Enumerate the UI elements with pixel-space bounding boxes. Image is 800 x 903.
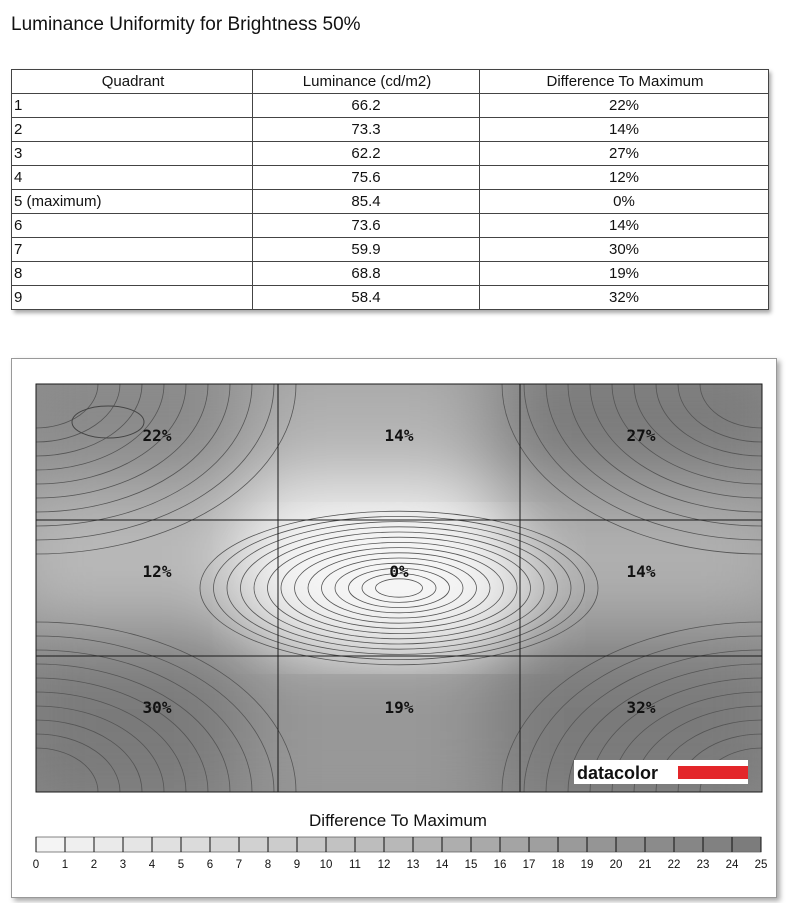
cell-luminance: 73.3 xyxy=(253,118,480,142)
colorbar-segment xyxy=(442,837,471,852)
cell-quadrant: 2 xyxy=(12,118,253,142)
table-row xyxy=(12,286,769,310)
table-row xyxy=(12,190,769,214)
cell-quadrant: 1 xyxy=(12,94,253,118)
quadrant-label: 12% xyxy=(142,562,172,582)
quadrant-label: 14% xyxy=(626,562,656,582)
cell-quadrant: 4 xyxy=(12,166,253,190)
header-quadrant: Quadrant xyxy=(12,70,253,94)
quadrant-label: 32% xyxy=(626,698,656,718)
table-row xyxy=(12,214,769,238)
colorbar-segment xyxy=(210,837,239,852)
cell-luminance: 58.4 xyxy=(253,286,480,310)
cell-difference: 12% xyxy=(480,166,769,190)
colorbar-segment xyxy=(645,837,674,852)
colorbar-tick-label: 8 xyxy=(264,859,272,871)
colorbar-tick-label: 14 xyxy=(435,859,449,871)
quadrant-label: 22% xyxy=(142,426,172,446)
header-luminance: Luminance (cd/m2) xyxy=(253,70,480,94)
colorbar-segment xyxy=(36,837,65,852)
cell-difference: 22% xyxy=(480,94,769,118)
colorbar-segment xyxy=(500,837,529,852)
colorbar-segment xyxy=(529,837,558,852)
colorbar-tick-label: 5 xyxy=(177,859,185,871)
colorbar-tick-label: 1 xyxy=(61,859,69,871)
colorbar-segment xyxy=(94,837,123,852)
table-row xyxy=(12,94,769,118)
table-row xyxy=(12,238,769,262)
colorbar-segment xyxy=(384,837,413,852)
colorbar-tick-label: 7 xyxy=(235,859,243,871)
colorbar-segment xyxy=(355,837,384,852)
cell-difference: 19% xyxy=(480,262,769,286)
quadrant-label: 0% xyxy=(389,562,409,582)
colorbar-tick-label: 24 xyxy=(725,859,739,871)
colorbar-tick-label: 19 xyxy=(580,859,594,871)
colorbar-tick-label: 13 xyxy=(406,859,420,871)
table-header-row xyxy=(12,70,769,94)
colorbar-tick-label: 20 xyxy=(609,859,623,871)
colorbar-title: Difference To Maximum xyxy=(309,811,487,830)
colorbar-segment xyxy=(558,837,587,852)
cell-quadrant: 8 xyxy=(12,262,253,286)
uniformity-table-container xyxy=(11,69,768,310)
colorbar-segment xyxy=(471,837,500,852)
cell-luminance: 66.2 xyxy=(253,94,480,118)
colorbar-segment xyxy=(123,837,152,852)
cell-difference: 30% xyxy=(480,238,769,262)
logo-wordmark: datacolor xyxy=(577,763,659,783)
colorbar-segment xyxy=(326,837,355,852)
colorbar-tick-label: 2 xyxy=(90,859,98,871)
cell-quadrant: 3 xyxy=(12,142,253,166)
colorbar-segment xyxy=(413,837,442,852)
cell-luminance: 68.8 xyxy=(253,262,480,286)
table-row xyxy=(12,118,769,142)
cell-difference: 0% xyxy=(480,190,769,214)
cell-quadrant: 5 (maximum) xyxy=(12,190,253,214)
logo-red-bar xyxy=(678,766,748,779)
colorbar-tick-label: 11 xyxy=(349,859,361,871)
datacolor-logo xyxy=(574,760,748,784)
colorbar-segment xyxy=(616,837,645,852)
uniformity-table xyxy=(11,69,769,310)
colorbar-tick-label: 17 xyxy=(522,859,536,871)
cell-difference: 32% xyxy=(480,286,769,310)
table-row xyxy=(12,166,769,190)
cell-luminance: 85.4 xyxy=(253,190,480,214)
heatmap-cell xyxy=(490,626,776,822)
colorbar-segment xyxy=(65,837,94,852)
colorbar-segment xyxy=(297,837,326,852)
colorbar-tick-label: 18 xyxy=(551,859,565,871)
colorbar-tick-label: 12 xyxy=(377,859,391,871)
colorbar-tick-label: 6 xyxy=(206,859,214,871)
cell-difference: 27% xyxy=(480,142,769,166)
uniformity-heatmap xyxy=(12,359,776,897)
quadrant-label: 19% xyxy=(384,698,414,718)
table-row xyxy=(12,142,769,166)
cell-quadrant: 7 xyxy=(12,238,253,262)
page-title: Luminance Uniformity for Brightness 50% xyxy=(11,14,361,35)
colorbar-segment xyxy=(674,837,703,852)
colorbar-tick-label: 25 xyxy=(754,859,768,871)
cell-luminance: 73.6 xyxy=(253,214,480,238)
cell-luminance: 59.9 xyxy=(253,238,480,262)
colorbar-tick-label: 15 xyxy=(464,859,478,871)
colorbar-segment xyxy=(268,837,297,852)
colorbar xyxy=(33,811,768,871)
colorbar-tick-label: 3 xyxy=(119,859,127,871)
cell-quadrant: 6 xyxy=(12,214,253,238)
quadrant-label: 27% xyxy=(626,426,656,446)
colorbar-segment xyxy=(587,837,616,852)
colorbar-segment xyxy=(152,837,181,852)
colorbar-tick-label: 10 xyxy=(319,859,333,871)
cell-luminance: 75.6 xyxy=(253,166,480,190)
cell-difference: 14% xyxy=(480,214,769,238)
colorbar-segment xyxy=(239,837,268,852)
colorbar-segment xyxy=(732,837,761,852)
quadrant-label: 14% xyxy=(384,426,414,446)
colorbar-tick-label: 22 xyxy=(667,859,681,871)
table-row xyxy=(12,262,769,286)
colorbar-tick-label: 21 xyxy=(638,859,652,871)
header-difference: Difference To Maximum xyxy=(480,70,769,94)
colorbar-segment xyxy=(703,837,732,852)
colorbar-tick-label: 9 xyxy=(293,859,301,871)
cell-luminance: 62.2 xyxy=(253,142,480,166)
colorbar-tick-label: 0 xyxy=(32,859,40,871)
cell-quadrant: 9 xyxy=(12,286,253,310)
cell-difference: 14% xyxy=(480,118,769,142)
quadrant-label: 30% xyxy=(142,698,172,718)
colorbar-tick-label: 23 xyxy=(696,859,710,871)
colorbar-segment xyxy=(181,837,210,852)
uniformity-chart-panel xyxy=(11,358,777,898)
colorbar-tick-label: 16 xyxy=(493,859,507,871)
colorbar-tick-label: 4 xyxy=(148,859,156,871)
